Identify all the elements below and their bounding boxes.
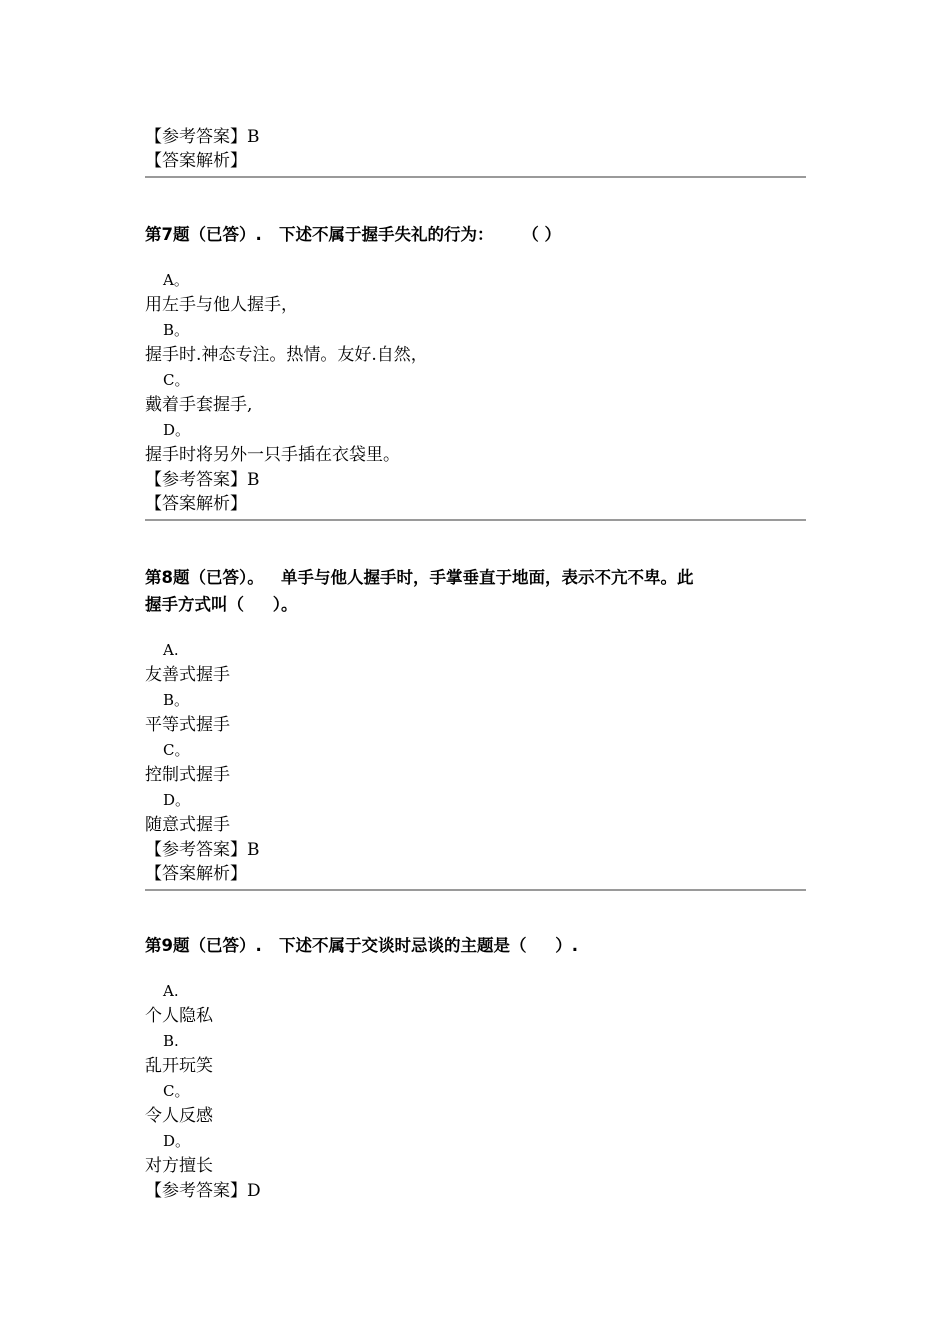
option-label: A. — [163, 641, 179, 659]
option-label: B. — [163, 1032, 179, 1050]
answer-line: 【参考答案】D — [145, 1181, 261, 1201]
option-text: 握手时将另外一只手插在衣袋里。 — [145, 445, 400, 465]
option-label: A。 — [163, 271, 189, 289]
answer-line: 【参考答案】B — [145, 470, 260, 490]
divider — [145, 889, 806, 891]
option-label: C。 — [163, 371, 190, 389]
question-8 — [145, 564, 806, 891]
option-label: A. — [163, 982, 179, 1000]
option-text: 戴着手套握手, — [145, 395, 253, 415]
option-label: D。 — [163, 1132, 191, 1150]
question-9 — [145, 932, 806, 1203]
answer-line: 【参考答案】B — [145, 840, 260, 860]
option-text: 令人反感 — [145, 1106, 213, 1126]
analysis-line: 【答案解析】 — [145, 151, 247, 171]
option-text: 用左手与他人握手， — [145, 295, 298, 315]
option-label: C。 — [163, 1082, 190, 1100]
option-text: 随意式握手 — [145, 815, 230, 835]
analysis-line: 【答案解析】 — [145, 494, 247, 514]
question-7 — [145, 221, 806, 521]
option-label: B。 — [163, 691, 190, 709]
question-title: 第7题（已答）. 下述不属于握手失礼的行为： （ ） — [145, 225, 561, 244]
answer-line: 【参考答案】B — [145, 127, 260, 147]
analysis-line: 【答案解析】 — [145, 864, 247, 884]
option-text: 握手时.神态专注。热情。友好.自然， — [145, 345, 428, 365]
option-text: 个人隐私 — [145, 1006, 213, 1026]
question-title: 第8题（已答）。 单手与他人握手时，手掌垂直于地面，表示不亢不卑。此 握手方式叫（ ）。 — [145, 568, 694, 614]
option-text: 对方擅长 — [145, 1156, 213, 1176]
option-text: 友善式握手 — [145, 665, 230, 685]
option-text: 平等式握手 — [145, 715, 230, 735]
option-label: B。 — [163, 321, 190, 339]
option-label: D。 — [163, 421, 191, 439]
option-label: D。 — [163, 791, 191, 809]
divider — [145, 519, 806, 521]
question-title: 第9题（已答）. 下述不属于交谈时忌谈的主题是（ ）. — [145, 936, 578, 955]
divider — [145, 176, 806, 178]
option-text: 乱开玩笑 — [145, 1056, 213, 1076]
previous-question-tail — [145, 125, 806, 178]
option-label: C。 — [163, 741, 190, 759]
option-text: 控制式握手 — [145, 765, 230, 785]
